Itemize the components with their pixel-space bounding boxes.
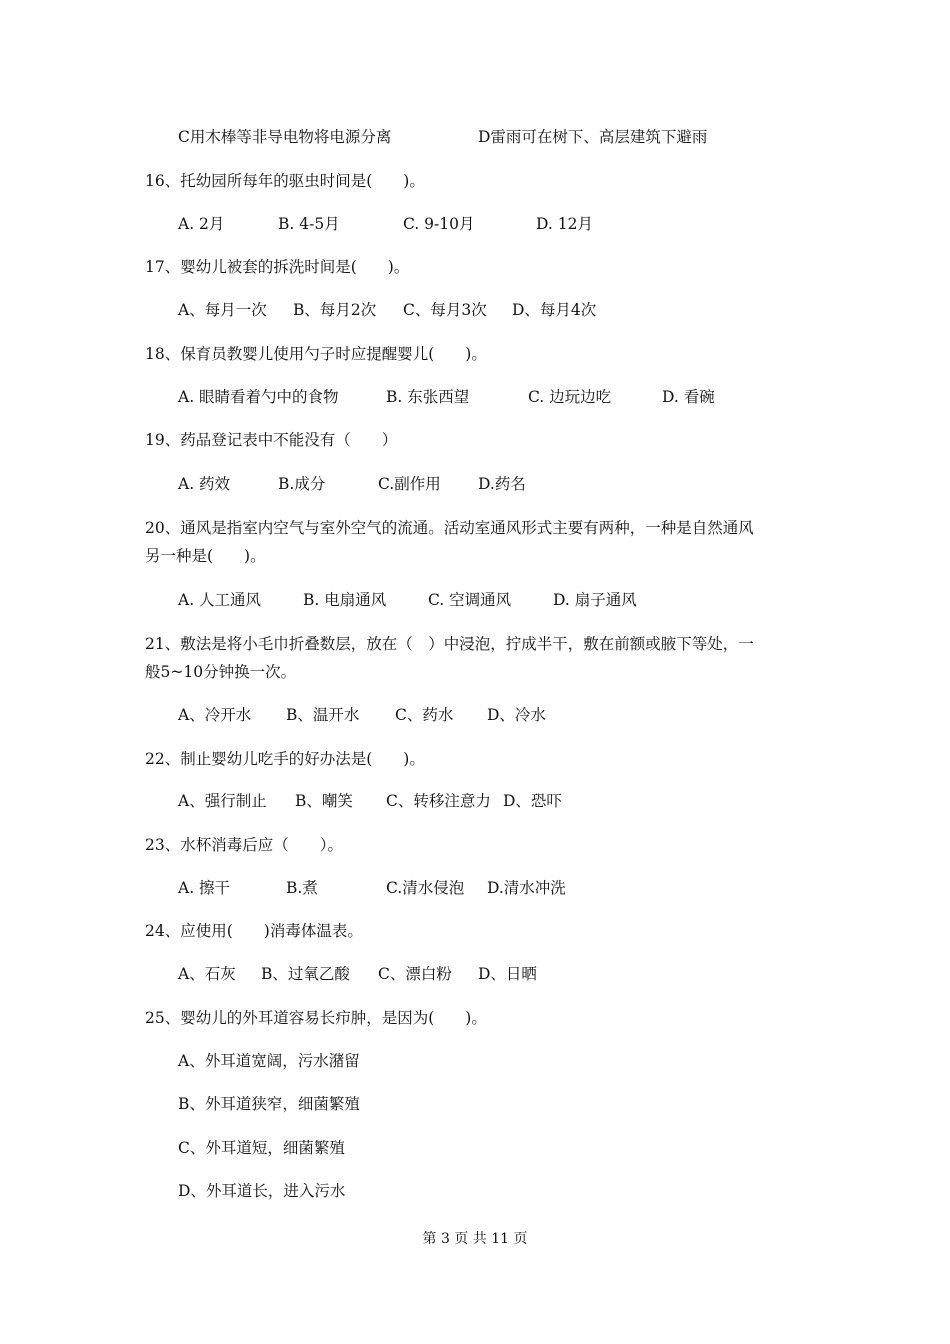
- q25-option-b: B、外耳道狭窄，细菌繁殖: [178, 1095, 360, 1113]
- q24-option-a: A、石灰: [178, 965, 236, 983]
- q19-option-d: D.药名: [478, 475, 526, 493]
- q17-option-a: A、每月一次: [178, 301, 267, 319]
- q15-option-c: C用木棒等非导电物将电源分离: [178, 128, 392, 146]
- q16-option-d: D. 12月: [536, 215, 593, 233]
- q20-option-a: A. 人工通风: [178, 591, 262, 609]
- q17-option-d: D、每月4次: [512, 301, 597, 319]
- q21-option-b: B、温开水: [286, 706, 360, 724]
- q15-option-d: D雷雨可在树下、高层建筑下避雨: [478, 128, 708, 146]
- q18-option-c: C. 边玩边吃: [528, 388, 612, 406]
- q25-option-a: A、外耳道宽阔，污水潴留: [178, 1052, 360, 1070]
- q19-option-a: A. 药效: [178, 475, 231, 493]
- q16-option-c: C. 9-10月: [403, 215, 475, 233]
- q24-option-d: D、日晒: [478, 965, 537, 983]
- q18-option-b: B. 东张西望: [386, 388, 470, 406]
- q25-stem: 25、婴幼儿的外耳道容易长疖肿，是因为( )。: [145, 1009, 487, 1027]
- q21-stem-line1: 21、敷法是将小毛巾折叠数层，放在（ ）中浸泡，拧成半干，敷在前额或腋下等处，一: [145, 635, 754, 653]
- q24-option-c: C、漂白粉: [378, 965, 452, 983]
- q23-stem: 23、水杯消毒后应（ ）。: [145, 836, 343, 854]
- q19-option-b: B.成分: [278, 475, 326, 493]
- q22-option-b: B、嘲笑: [295, 792, 353, 810]
- q18-option-d: D. 看碗: [662, 388, 715, 406]
- page-footer: 第 3 页 共 11 页: [422, 1231, 528, 1247]
- q21-option-d: D、冷水: [487, 706, 546, 724]
- q20-option-c: C. 空调通风: [428, 591, 512, 609]
- q20-stem-line2: 另一种是( )。: [145, 547, 266, 565]
- q22-stem: 22、制止婴幼儿吃手的好办法是( )。: [145, 750, 425, 768]
- q24-option-b: B、过氧乙酸: [261, 965, 350, 983]
- q16-option-b: B. 4-5月: [278, 215, 340, 233]
- q21-option-a: A、冷开水: [178, 706, 252, 724]
- q20-stem-line1: 20、通风是指室内空气与室外空气的流通。活动室通风形式主要有两种，一种是自然通风: [145, 519, 754, 537]
- q19-stem: 19、药品登记表中不能没有（ ）: [145, 431, 398, 449]
- q20-option-b: B. 电扇通风: [303, 591, 387, 609]
- q23-option-d: D.清水冲洗: [487, 879, 566, 897]
- q17-option-b: B、每月2次: [293, 301, 377, 319]
- q18-option-a: A. 眼睛看着勺中的食物: [178, 388, 339, 406]
- q16-option-a: A. 2月: [178, 215, 225, 233]
- q25-option-c: C、外耳道短，细菌繁殖: [178, 1139, 345, 1157]
- q23-option-c: C.清水侵泡: [386, 879, 465, 897]
- q20-option-d: D. 扇子通风: [553, 591, 637, 609]
- q22-option-d: D、恐吓: [503, 792, 562, 810]
- q21-stem-line2: 般5~10分钟换一次。: [145, 663, 297, 681]
- q23-option-b: B.煮: [286, 879, 318, 897]
- q18-stem: 18、保育员教婴儿使用勺子时应提醒婴儿( )。: [145, 345, 487, 363]
- q21-option-c: C、药水: [395, 706, 454, 724]
- q22-option-a: A、强行制止: [178, 792, 267, 810]
- q23-option-a: A. 擦干: [178, 879, 231, 897]
- q24-stem: 24、应使用( )消毒体温表。: [145, 922, 363, 940]
- q16-stem: 16、托幼园所每年的驱虫时间是( )。: [145, 172, 425, 190]
- q17-stem: 17、婴幼儿被套的拆洗时间是( )。: [145, 258, 410, 276]
- q25-option-d: D、外耳道长，进入污水: [178, 1182, 346, 1200]
- q17-option-c: C、每月3次: [403, 301, 487, 319]
- q22-option-c: C、转移注意力: [386, 792, 491, 810]
- q19-option-c: C.副作用: [378, 475, 441, 493]
